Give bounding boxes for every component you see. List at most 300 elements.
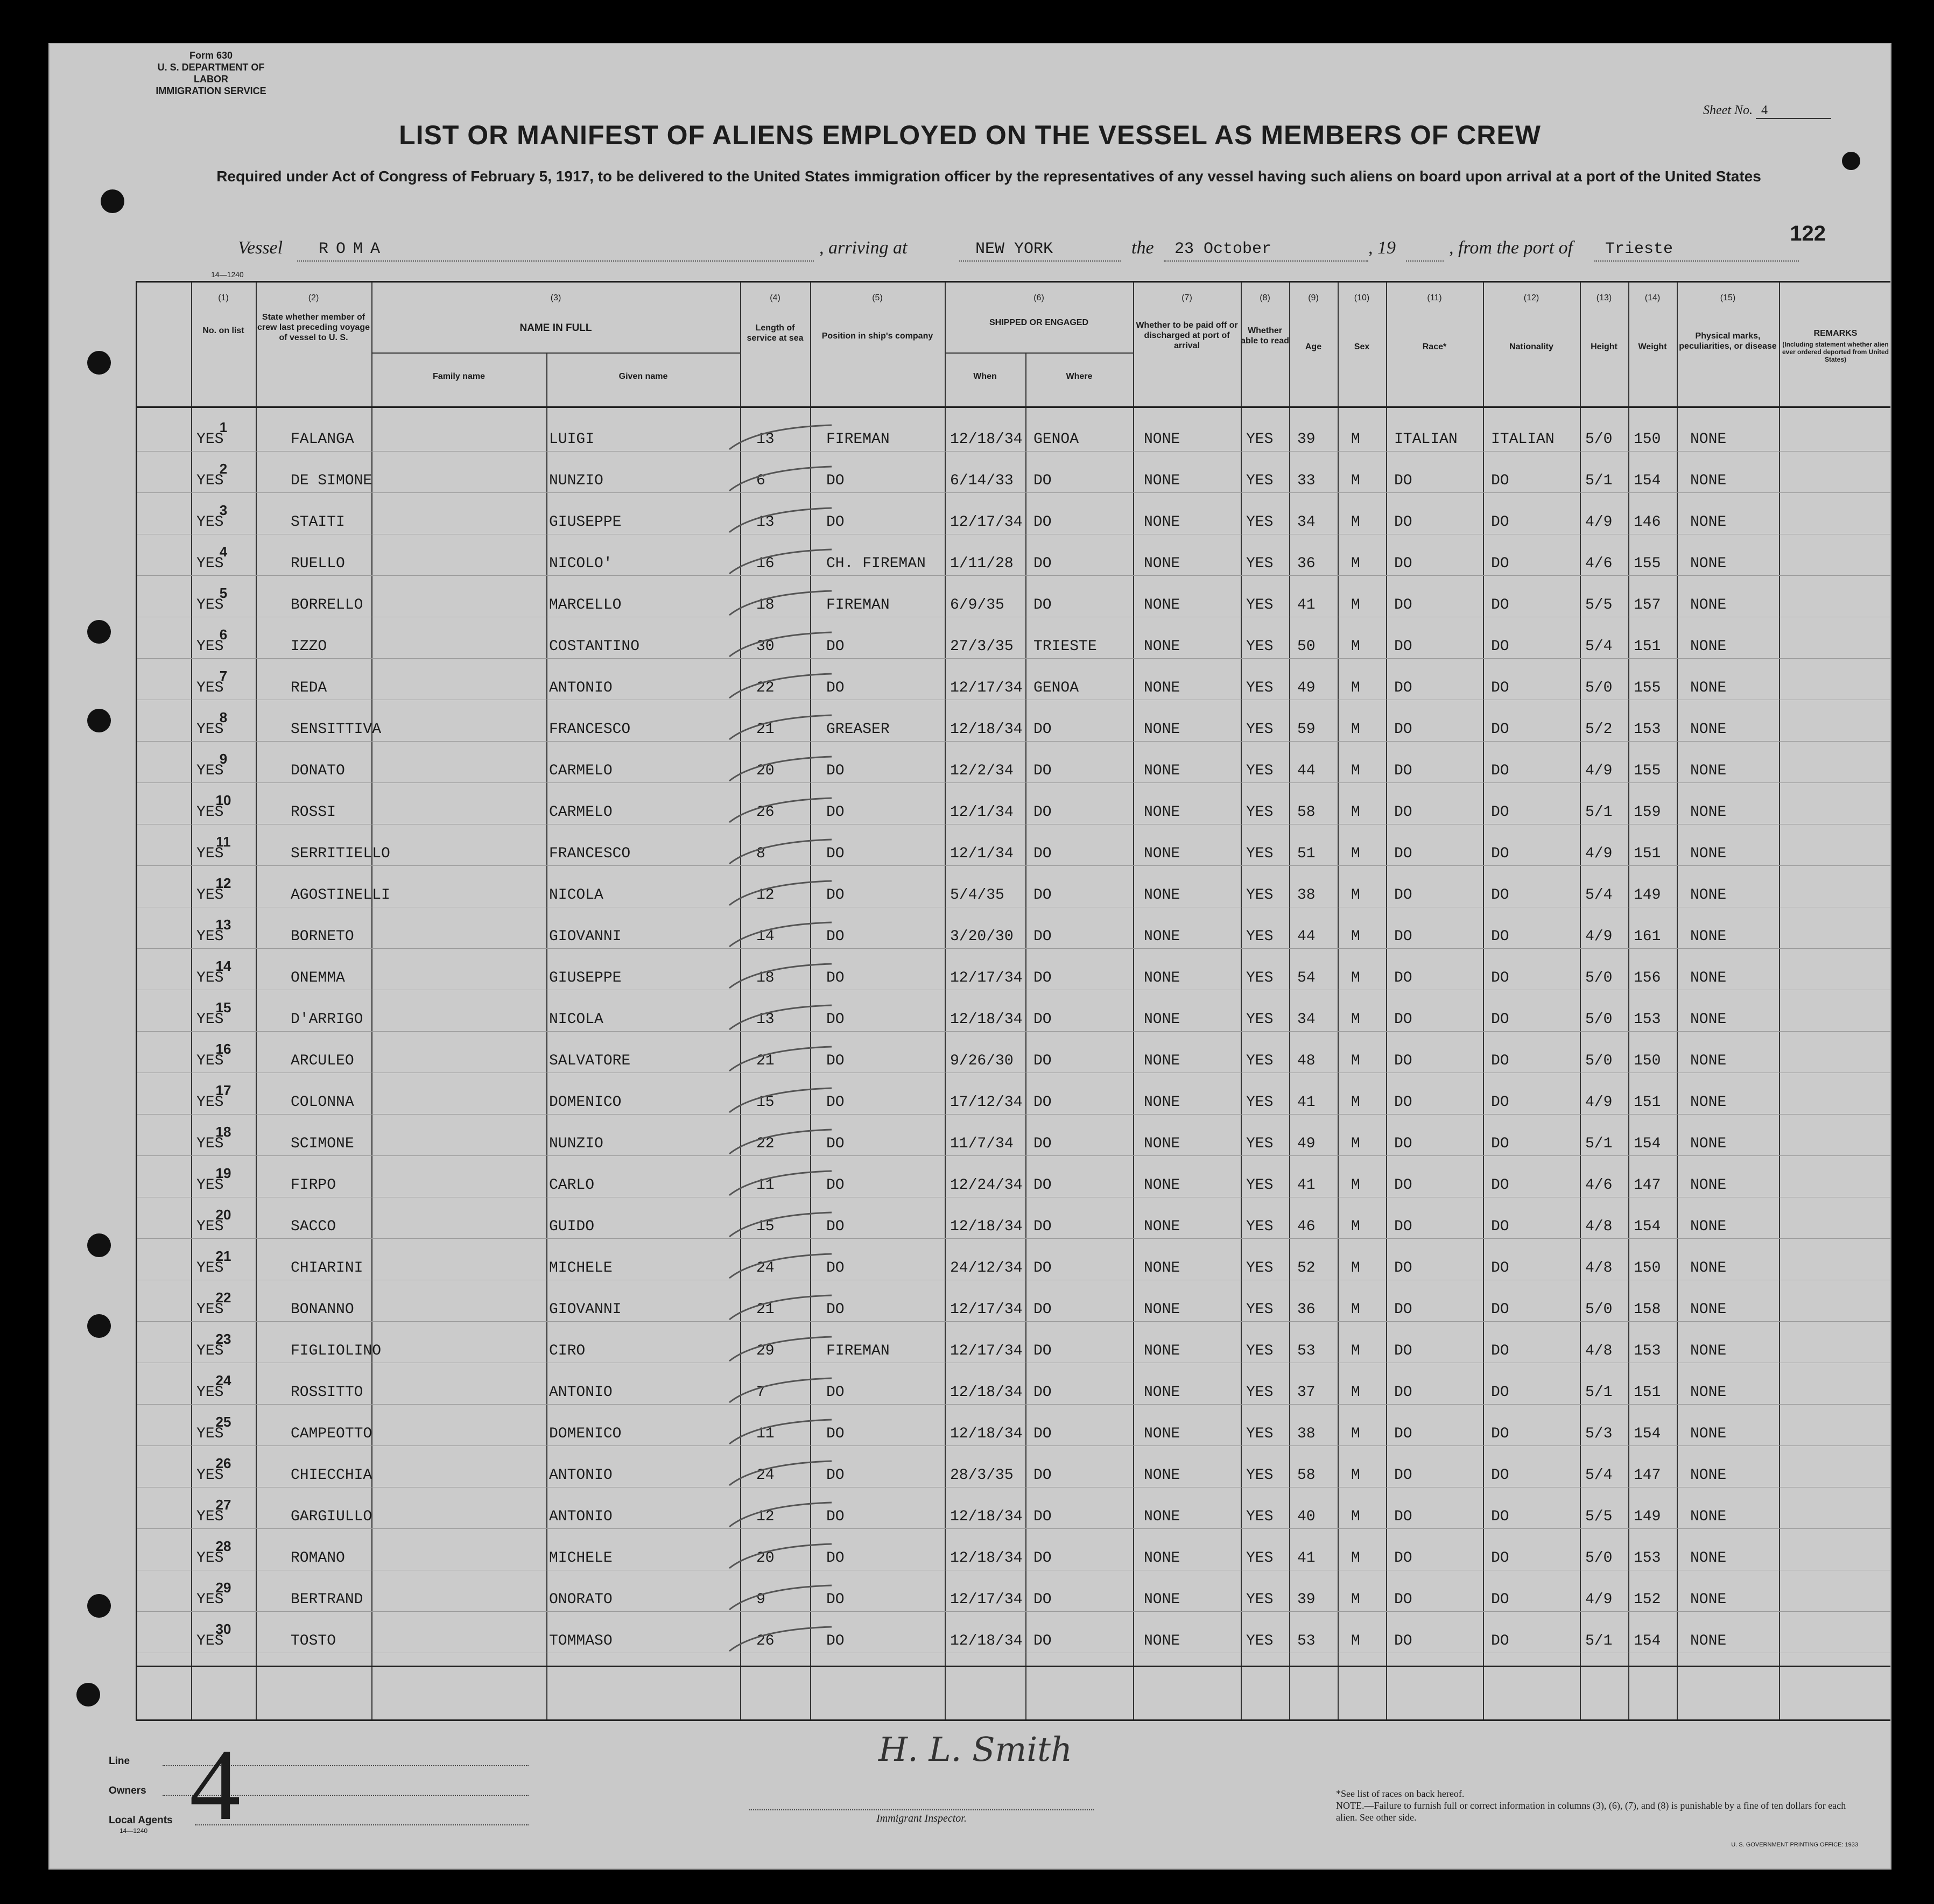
vessel-label: Vessel (238, 238, 283, 258)
cell-when: 12/17/34 (950, 514, 1023, 531)
cell-sex: M (1351, 887, 1360, 904)
cell-service: 18 (756, 597, 775, 613)
cell-when: 12/1/34 (950, 845, 1014, 862)
cell-where: DO (1033, 473, 1052, 489)
cell-read: YES (1246, 1053, 1274, 1069)
row-number: 18 (215, 1124, 231, 1140)
cell-phys: NONE (1690, 928, 1727, 945)
crew-table (136, 281, 1891, 1721)
row-number: 10 (215, 792, 231, 808)
cell-weight: 155 (1634, 555, 1661, 572)
header-no-on-list: No. on list (202, 326, 244, 335)
header-sex: Sex (1354, 342, 1370, 351)
cell-when: 17/12/34 (950, 1094, 1023, 1111)
row-number: 2 (219, 461, 228, 477)
cell-phys: NONE (1690, 1426, 1727, 1442)
cell-paid: NONE (1144, 763, 1180, 779)
cell-given: NICOLO' (549, 555, 613, 572)
cell-height: 5/5 (1585, 1508, 1613, 1525)
cell-sex: M (1351, 928, 1360, 945)
tick-mark (724, 1334, 842, 1366)
cell-phys: NONE (1690, 431, 1727, 448)
cell-given: COSTANTINO (549, 638, 640, 655)
cell-weight: 154 (1634, 473, 1661, 489)
cell-nat: DO (1491, 1177, 1509, 1194)
cell-prev: YES (196, 1177, 224, 1194)
cell-nat: DO (1491, 1508, 1509, 1525)
cell-age: 44 (1297, 928, 1316, 945)
cell-service: 11 (756, 1426, 775, 1442)
cell-phys: NONE (1690, 555, 1727, 572)
cell-age: 58 (1297, 804, 1316, 821)
cell-age: 54 (1297, 970, 1316, 986)
header-able-read: Whether able to read (1241, 326, 1289, 345)
cell-nat: DO (1491, 473, 1509, 489)
cell-height: 5/0 (1585, 1011, 1613, 1028)
header-race: Race* (1422, 342, 1447, 351)
cell-read: YES (1246, 638, 1274, 655)
punch-hole (87, 1233, 111, 1257)
cell-read: YES (1246, 1011, 1274, 1028)
header-remarks-note: (Including statement whether alien ever ordered deported from United States) (1782, 341, 1889, 363)
cell-prev: YES (196, 1384, 224, 1401)
form-identifier (141, 50, 281, 97)
cell-weight: 153 (1634, 1011, 1661, 1028)
cell-position: DO (826, 928, 845, 945)
row-number: 19 (215, 1165, 231, 1181)
cell-prev: YES (196, 1426, 224, 1442)
punch-hole (76, 1683, 100, 1706)
page-subtitle: Required under Act of Congress of February 5, 1917, to be delivered to the United States immigration officer by the representatives of any vessel having such aliens on board upon arrival at a port of the United States (216, 168, 1761, 185)
cell-race: DO (1394, 845, 1412, 862)
cell-read: YES (1246, 514, 1274, 531)
tick-mark (724, 713, 842, 745)
cell-prev: YES (196, 1094, 224, 1111)
col-num-8: (8) (1260, 293, 1270, 302)
cell-when: 12/17/34 (950, 970, 1023, 986)
cell-paid: NONE (1144, 845, 1180, 862)
row-number: 17 (215, 1082, 231, 1098)
cell-given: ANTONIO (549, 1384, 613, 1401)
cell-age: 37 (1297, 1384, 1316, 1401)
cell-read: YES (1246, 431, 1274, 448)
cell-race: DO (1394, 1260, 1412, 1277)
cell-service: 6 (756, 473, 765, 489)
cell-nat: DO (1491, 1343, 1509, 1359)
cell-nat: DO (1491, 1136, 1509, 1152)
header-when: When (973, 372, 997, 381)
stamp-number: 122 (1790, 222, 1826, 245)
cell-age: 38 (1297, 1426, 1316, 1442)
cell-race: DO (1394, 970, 1412, 986)
cell-given: GUIDO (549, 1218, 595, 1235)
cell-prev: YES (196, 680, 224, 696)
cell-paid: NONE (1144, 804, 1180, 821)
tick-mark (724, 1127, 842, 1159)
cell-family: BONANNO (291, 1301, 354, 1318)
cell-weight: 146 (1634, 514, 1661, 531)
cell-when: 12/18/34 (950, 1218, 1023, 1235)
cell-age: 48 (1297, 1053, 1316, 1069)
cell-family: SERRITIELLO (291, 845, 390, 862)
punch-hole (87, 351, 111, 375)
cell-nat: DO (1491, 514, 1509, 531)
cell-given: GIUSEPPE (549, 970, 622, 986)
cell-given: GIOVANNI (549, 1301, 622, 1318)
cell-service: 11 (756, 1177, 775, 1194)
cell-family: SCIMONE (291, 1136, 354, 1152)
cell-nat: DO (1491, 597, 1509, 613)
cell-prev: YES (196, 1260, 224, 1277)
col-num-2: (2) (308, 293, 319, 302)
header-length-service: Length of service at sea (747, 323, 804, 343)
cell-paid: NONE (1144, 1591, 1180, 1608)
cell-family: BORNETO (291, 928, 354, 945)
arriving-label: , arriving at (819, 238, 908, 258)
tick-mark (724, 505, 842, 538)
cell-paid: NONE (1144, 1384, 1180, 1401)
cell-sex: M (1351, 721, 1360, 738)
cell-paid: NONE (1144, 1633, 1180, 1649)
col-num-15: (15) (1720, 293, 1736, 302)
cell-service: 21 (756, 721, 775, 738)
cell-given: NICOLA (549, 887, 603, 904)
punch-hole (87, 1594, 111, 1618)
tick-mark (724, 1293, 842, 1325)
cell-paid: NONE (1144, 555, 1180, 572)
cell-family: BORRELLO (291, 597, 363, 613)
cell-family: DONATO (291, 763, 345, 779)
cell-when: 1/11/28 (950, 555, 1014, 572)
cell-prev: YES (196, 1301, 224, 1318)
cell-where: DO (1033, 1550, 1052, 1567)
cell-nat: DO (1491, 1011, 1509, 1028)
cell-service: 29 (756, 1343, 775, 1359)
cell-height: 4/9 (1585, 928, 1613, 945)
cell-paid: NONE (1144, 1177, 1180, 1194)
cell-height: 5/0 (1585, 1053, 1613, 1069)
handwritten-line-number: 4 (189, 1729, 241, 1842)
row-number: 26 (215, 1455, 231, 1471)
cell-phys: NONE (1690, 680, 1727, 696)
cell-nat: DO (1491, 1467, 1509, 1484)
cell-sex: M (1351, 473, 1360, 489)
cell-service: 22 (756, 1136, 775, 1152)
cell-service: 21 (756, 1053, 775, 1069)
cell-prev: YES (196, 1467, 224, 1484)
row-number: 4 (219, 544, 228, 560)
cell-given: TOMMASO (549, 1633, 613, 1649)
cell-family: GARGIULLO (291, 1508, 372, 1525)
cell-when: 12/17/34 (950, 680, 1023, 696)
tick-mark (724, 1044, 842, 1076)
cell-position: DO (826, 1426, 845, 1442)
cell-prev: YES (196, 514, 224, 531)
cell-when: 9/26/30 (950, 1053, 1014, 1069)
cell-age: 39 (1297, 1591, 1316, 1608)
col-num-3: (3) (550, 293, 561, 302)
cell-prev: YES (196, 845, 224, 862)
cell-race: DO (1394, 1426, 1412, 1442)
cell-service: 26 (756, 1633, 775, 1649)
cell-paid: NONE (1144, 1508, 1180, 1525)
tick-mark (724, 1541, 842, 1574)
tick-mark (724, 547, 842, 579)
col-num-11: (11) (1427, 293, 1442, 302)
row-number: 22 (215, 1289, 231, 1306)
cell-phys: NONE (1690, 638, 1727, 655)
cell-family: FALANGA (291, 431, 354, 448)
cell-nat: DO (1491, 804, 1509, 821)
cell-position: DO (826, 1177, 845, 1194)
cell-race: DO (1394, 887, 1412, 904)
cell-family: SACCO (291, 1218, 336, 1235)
department-name: U. S. DEPARTMENT OF LABOR (157, 62, 265, 84)
cell-race: DO (1394, 514, 1412, 531)
cell-prev: YES (196, 473, 224, 489)
cell-height: 4/9 (1585, 763, 1613, 779)
service-name: IMMIGRATION SERVICE (156, 86, 266, 96)
cell-given: ANTONIO (549, 1508, 613, 1525)
cell-weight: 153 (1634, 721, 1661, 738)
cell-weight: 154 (1634, 1633, 1661, 1649)
cell-weight: 155 (1634, 680, 1661, 696)
cell-given: NICOLA (549, 1011, 603, 1028)
cell-nat: DO (1491, 1591, 1509, 1608)
tick-mark (724, 837, 842, 869)
cell-age: 34 (1297, 1011, 1316, 1028)
cell-when: 12/17/34 (950, 1301, 1023, 1318)
cell-family: RUELLO (291, 555, 345, 572)
cell-race: DO (1394, 928, 1412, 945)
tick-mark (724, 1251, 842, 1284)
cell-where: DO (1033, 1343, 1052, 1359)
cell-phys: NONE (1690, 514, 1727, 531)
cell-service: 20 (756, 763, 775, 779)
cell-nat: DO (1491, 763, 1509, 779)
row-number: 15 (215, 999, 231, 1016)
cell-position: DO (826, 1301, 845, 1318)
cell-where: TRIESTE (1033, 638, 1097, 655)
cell-paid: NONE (1144, 721, 1180, 738)
cell-sex: M (1351, 680, 1360, 696)
cell-prev: YES (196, 721, 224, 738)
cell-height: 4/9 (1585, 1591, 1613, 1608)
cell-phys: NONE (1690, 1218, 1727, 1235)
cell-height: 5/4 (1585, 1467, 1613, 1484)
cell-family: DE SIMONE (291, 473, 372, 489)
col-num-5: (5) (872, 293, 883, 302)
cell-race: DO (1394, 473, 1412, 489)
cell-height: 5/1 (1585, 473, 1613, 489)
cell-race: DO (1394, 638, 1412, 655)
cell-position: DO (826, 680, 845, 696)
cell-sex: M (1351, 970, 1360, 986)
departure-port: Trieste (1605, 240, 1673, 258)
cell-sex: M (1351, 1508, 1360, 1525)
cell-family: TOSTO (291, 1633, 336, 1649)
row-number: 29 (215, 1579, 231, 1596)
cell-service: 9 (756, 1591, 765, 1608)
cell-prev: YES (196, 804, 224, 821)
cell-phys: NONE (1690, 804, 1727, 821)
cell-read: YES (1246, 1633, 1274, 1649)
cell-when: 12/18/34 (950, 1384, 1023, 1401)
cell-weight: 150 (1634, 431, 1661, 448)
cell-family: CAMPEOTTO (291, 1426, 372, 1442)
cell-prev: YES (196, 638, 224, 655)
cell-sex: M (1351, 1343, 1360, 1359)
cell-age: 36 (1297, 1301, 1316, 1318)
cell-service: 16 (756, 555, 775, 572)
cell-prev: YES (196, 1053, 224, 1069)
year-label: , 19 (1368, 238, 1396, 258)
cell-paid: NONE (1144, 1260, 1180, 1277)
cell-paid: NONE (1144, 1550, 1180, 1567)
cell-when: 12/18/34 (950, 1633, 1023, 1649)
tick-mark (724, 795, 842, 828)
vessel-line (238, 238, 1799, 265)
cell-phys: NONE (1690, 1011, 1727, 1028)
cell-read: YES (1246, 1094, 1274, 1111)
cell-prev: YES (196, 597, 224, 613)
cell-position: FIREMAN (826, 1343, 890, 1359)
cell-height: 5/3 (1585, 1426, 1613, 1442)
cell-given: NUNZIO (549, 1136, 603, 1152)
cell-prev: YES (196, 928, 224, 945)
col-num-13: (13) (1596, 293, 1612, 302)
cell-service: 22 (756, 680, 775, 696)
cell-when: 12/2/34 (950, 763, 1014, 779)
cell-sex: M (1351, 1136, 1360, 1152)
tick-mark (724, 671, 842, 703)
cell-read: YES (1246, 1177, 1274, 1194)
row-number: 13 (215, 916, 231, 933)
cell-height: 4/9 (1585, 514, 1613, 531)
header-family-name: Family name (433, 372, 485, 381)
row-number: 25 (215, 1414, 231, 1430)
cell-phys: NONE (1690, 1177, 1727, 1194)
cell-race: DO (1394, 597, 1412, 613)
cell-given: GIUSEPPE (549, 514, 622, 531)
cell-height: 5/0 (1585, 680, 1613, 696)
cell-prev: YES (196, 1136, 224, 1152)
cell-when: 12/17/34 (950, 1591, 1023, 1608)
cell-paid: NONE (1144, 1343, 1180, 1359)
col-num-7: (7) (1182, 293, 1192, 302)
cell-family: ROMANO (291, 1550, 345, 1567)
cell-race: DO (1394, 1011, 1412, 1028)
cell-where: DO (1033, 970, 1052, 986)
cell-race: DO (1394, 1633, 1412, 1649)
tick-mark (724, 1085, 842, 1118)
cell-position: DO (826, 473, 845, 489)
cell-nat: DO (1491, 970, 1509, 986)
cell-height: 5/0 (1585, 1301, 1613, 1318)
tick-mark (724, 630, 842, 662)
cell-nat: DO (1491, 555, 1509, 572)
cell-height: 5/4 (1585, 638, 1613, 655)
cell-paid: NONE (1144, 597, 1180, 613)
cell-nat: DO (1491, 887, 1509, 904)
cell-height: 5/0 (1585, 1550, 1613, 1567)
cell-when: 12/1/34 (950, 804, 1014, 821)
cell-given: CARMELO (549, 804, 613, 821)
row-number: 30 (215, 1621, 231, 1637)
cell-read: YES (1246, 555, 1274, 572)
cell-nat: DO (1491, 1550, 1509, 1567)
cell-position: DO (826, 1053, 845, 1069)
cell-where: DO (1033, 1633, 1052, 1649)
col-num-12: (12) (1523, 293, 1539, 302)
cell-nat: ITALIAN (1491, 431, 1555, 448)
cell-prev: YES (196, 431, 224, 448)
row-number: 8 (219, 709, 228, 725)
cell-position: DO (826, 763, 845, 779)
cell-nat: DO (1491, 1301, 1509, 1318)
cell-when: 12/18/34 (950, 431, 1023, 448)
footer-code: 14—1240 (119, 1827, 148, 1835)
footnote-races: *See list of races on back hereof. (1336, 1788, 1465, 1799)
cell-prev: YES (196, 1011, 224, 1028)
cell-nat: DO (1491, 1053, 1509, 1069)
cell-weight: 147 (1634, 1177, 1661, 1194)
cell-weight: 154 (1634, 1218, 1661, 1235)
cell-race: DO (1394, 1218, 1412, 1235)
cell-age: 49 (1297, 680, 1316, 696)
cell-position: DO (826, 970, 845, 986)
cell-where: DO (1033, 1301, 1052, 1318)
cell-phys: NONE (1690, 1384, 1727, 1401)
row-number: 28 (215, 1538, 231, 1554)
cell-age: 53 (1297, 1633, 1316, 1649)
cell-when: 6/9/35 (950, 597, 1004, 613)
cell-race: DO (1394, 1508, 1412, 1525)
cell-phys: NONE (1690, 1053, 1727, 1069)
header-physical-marks: Physical marks, peculiarities, or disease (1679, 332, 1777, 351)
cell-position: DO (826, 1136, 845, 1152)
row-number: 11 (216, 834, 231, 850)
cell-weight: 159 (1634, 804, 1661, 821)
cell-height: 4/8 (1585, 1260, 1613, 1277)
cell-read: YES (1246, 804, 1274, 821)
cell-position: DO (826, 638, 845, 655)
cell-height: 5/1 (1585, 804, 1613, 821)
cell-weight: 151 (1634, 638, 1661, 655)
cell-given: MICHELE (549, 1550, 613, 1567)
cell-nat: DO (1491, 1218, 1509, 1235)
cell-position: DO (826, 514, 845, 531)
cell-read: YES (1246, 1260, 1274, 1277)
cell-where: DO (1033, 1508, 1052, 1525)
cell-nat: DO (1491, 680, 1509, 696)
tick-mark (724, 1376, 842, 1408)
cell-phys: NONE (1690, 845, 1727, 862)
cell-position: DO (826, 845, 845, 862)
cell-family: STAITI (291, 514, 345, 531)
cell-race: DO (1394, 1053, 1412, 1069)
cell-service: 30 (756, 638, 775, 655)
cell-where: DO (1033, 887, 1052, 904)
inspector-label: Immigrant Inspector. (749, 1809, 1094, 1825)
cell-family: IZZO (291, 638, 327, 655)
cell-service: 20 (756, 1550, 775, 1567)
tick-mark (724, 961, 842, 993)
cell-height: 4/8 (1585, 1343, 1613, 1359)
local-agents-label: Local Agents (109, 1815, 173, 1826)
cell-race: DO (1394, 1094, 1412, 1111)
cell-age: 49 (1297, 1136, 1316, 1152)
